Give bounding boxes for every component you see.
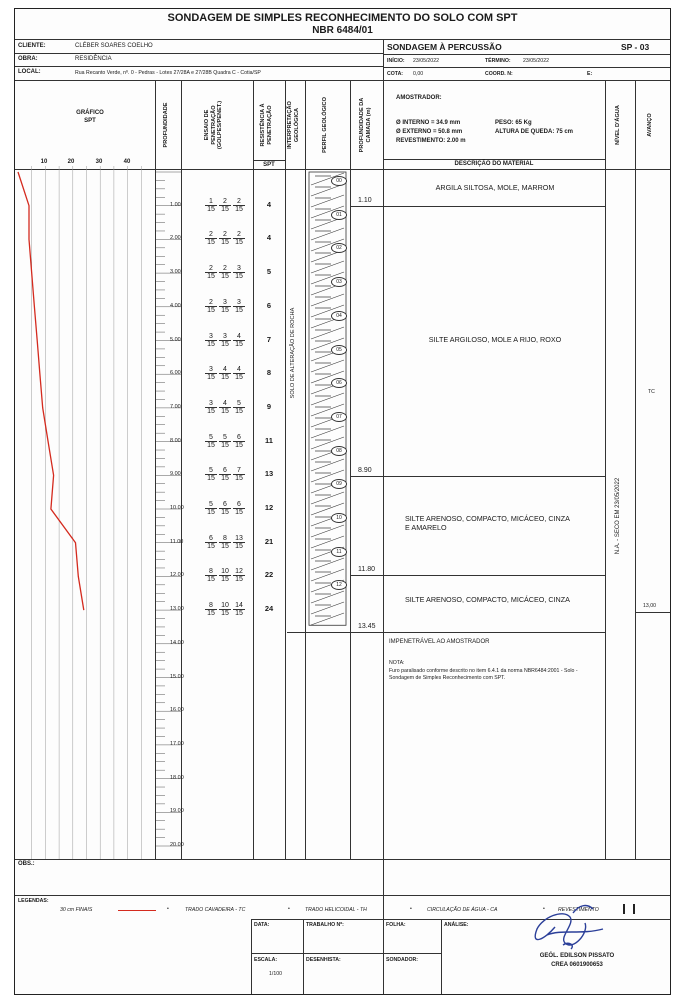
perfil-hatch-diagonal [311,393,344,405]
penetration-count: $\frac{3}{15}$ [205,400,217,415]
sample-badge: 03 [331,277,347,287]
penetration-count: $\frac{5}{15}$ [205,467,217,482]
legend-rev: REVESTIMENTO [558,907,599,913]
perfil-hatch-diagonal [311,360,344,372]
spt-value: 24 [264,604,274,614]
penetration-count: $\frac{13}{15}$ [233,535,245,550]
legend-rev-mark [633,904,635,914]
amostrador-title: AMOSTRADOR: [396,95,442,101]
perfil-hatch-diagonal [311,602,344,614]
depth-label: 20.00 [170,842,184,848]
sondagem-sheet [14,8,671,995]
penetration-count: $\frac{4}{15}$ [219,366,231,381]
engineer-name: GEÓL. EDILSON PISSATO [539,953,615,959]
depth-label: 12.00 [170,572,184,579]
method-label: SONDAGEM À PERCUSSÃO [387,42,502,52]
footer-analise: ANÁLISE: [444,922,469,928]
spt-value: 7 [266,334,272,344]
perfil-hatch-diagonal [311,558,344,570]
penetration-count: $\frac{5}{15}$ [219,434,231,449]
resistencia-sub: SPT [263,162,275,168]
perfil-header: PERFIL GEOLÓGICO [322,97,328,153]
termino-value: 23/05/2022 [523,58,549,64]
legend-dot: • [543,906,545,912]
penetration-count: $\frac{5}{15}$ [233,400,245,415]
sample-badge: 05 [331,345,347,355]
amostrador-externo: Ø EXTERNO = 50.8 mm [396,129,463,135]
penetration-count: $\frac{2}{15}$ [205,265,217,280]
penetration-count: $\frac{3}{15}$ [219,299,231,314]
scale-tick: 30 [95,159,103,165]
perfil-hatch-diagonal [311,459,344,471]
penetration-count: $\frac{10}{15}$ [219,568,231,583]
nota-title: NOTA: [389,660,405,666]
depth-label: 14.00 [170,639,184,646]
local-value: Rua Recanto Verde, nº. 0 - Pedras - Lotes 27/28A e 27/28B Quadra C - Cotia/SP [75,70,261,76]
legend-title: LEGENDAS: [18,898,49,904]
penetration-count: $\frac{8}{15}$ [219,535,231,550]
spt-value: 4 [266,233,272,243]
resistencia-header: RESISTÊNCIA À PENETRAÇÃO [260,103,273,147]
amostrador-peso: PESO: 65 Kg [495,120,532,126]
penetration-count: $\frac{12}{15}$ [233,568,245,583]
penetration-count: $\frac{4}{15}$ [233,333,245,348]
legend-th: TRADO HELICOIDAL - TH [305,907,367,913]
footer-folha: FOLHA: [386,922,406,928]
spt-value: 22 [264,570,274,580]
depth-label: 6.00 [170,370,181,377]
inicio-value: 23/05/2022 [413,58,439,64]
penetration-count: $\frac{4}{15}$ [219,400,231,415]
interpretacao-header: INTERPRETAÇÃO GEOLÓGICA [287,101,300,149]
amostrador-altura: ALTURA DE QUEDA: 75 cm [495,129,574,135]
spt-value: 5 [266,267,272,277]
spt-curve [18,172,84,610]
layer-desc: SILTE ARENOSO, COMPACTO, MICÁCEO, CINZA [405,595,570,604]
impenetravel-text: IMPENETRÁVEL AO AMOSTRADOR [389,639,490,645]
depth-label: 17.00 [170,740,184,747]
scale-tick: 40 [123,159,131,165]
sample-badge: 08 [331,446,347,456]
sample-badge: 06 [331,378,347,388]
depth-label: 13.00 [170,606,184,613]
cota-value: 0,00 [413,71,424,77]
legend-dot: • [167,906,169,912]
perfil-hatch-diagonal [311,426,344,438]
layer-depth: 13.45 [358,623,376,630]
depth-label: 2.00 [170,235,181,242]
sample-badge: 04 [331,311,347,321]
depth-label: 5.00 [170,336,181,343]
nivel-header: NÍVEL D'ÁGUA [615,105,621,145]
penetration-count: $\frac{2}{15}$ [219,198,231,213]
prof-camada-header: PROFUNDIDADE DA CAMADA (m) [359,97,372,153]
footer-escala-label: ESCALA: [254,957,278,963]
sample-badge: 00 [331,176,347,186]
spt-value: 6 [266,300,272,310]
depth-label: 11.00 [170,538,184,545]
depth-label: 18.00 [170,774,184,781]
scale-tick: 20 [67,159,75,165]
signature-mark [515,899,615,959]
depth-label: 19.00 [170,808,184,815]
perfil-hatch-diagonal [311,591,344,603]
depth-label: 4.00 [170,302,181,309]
penetration-count: $\frac{1}{15}$ [205,198,217,213]
depth-label: 8.00 [170,437,181,444]
amostrador-revestimento: REVESTIMENTO: 2.00 m [396,138,466,144]
perfil-hatch-diagonal [311,492,344,504]
perfil-hatch-diagonal [311,613,344,625]
layer-desc: SILTE ARENOSO, COMPACTO, MICÁCEO, CINZA E AMARELO [405,514,570,532]
footer-escala: 1/100 [269,971,282,977]
penetration-count: $\frac{3}{15}$ [233,299,245,314]
depth-label: 16.00 [170,707,184,714]
spt-value: 4 [266,199,272,209]
perfil-hatch-diagonal [311,327,344,339]
legend-rev-mark [623,904,625,914]
penetration-count: $\frac{6}{15}$ [219,501,231,516]
report-title: SONDAGEM DE SIMPLES RECONHECIMENTO DO SOLO COM SPT [167,12,518,24]
legend-dot: • [410,906,412,912]
penetration-count: $\frac{8}{15}$ [205,568,217,583]
penetration-count: $\frac{6}{15}$ [205,535,217,550]
layer-depth: 8.90 [358,467,372,474]
nota-text: Furo paralisado conforme descrito no item 6.4.1 da norma NBR6484:2001 - Solo - Sondagem de Simples Reconhecimento com SPT. [389,668,578,681]
avanco-end: 13,00 [643,603,656,609]
spt-value: 13 [264,469,274,479]
penetration-count: $\frac{2}{15}$ [205,299,217,314]
penetration-count: $\frac{2}{15}$ [233,231,245,246]
penetration-count: $\frac{2}{15}$ [219,231,231,246]
obra-label: OBRA: [18,56,38,62]
footer-trabalho: TRABALHO Nº: [306,922,344,928]
local-label: LOCAL: [18,69,41,75]
obra-value: RESIDÊNCIA [75,56,112,62]
sample-badge: 12 [331,580,347,590]
sample-badge: 02 [331,243,347,253]
depth-label: 1.00 [170,201,181,208]
depth-label: 3.00 [170,269,181,276]
spt-value: 11 [265,435,273,445]
legend-dot: • [288,906,290,912]
nivel-text: N.A. - SECO EM 23/05/2022 [615,477,621,555]
cliente-value: CLÉBER SOARES COELHO [75,43,153,49]
sample-badge: 07 [331,412,347,422]
spt-value: 9 [266,401,272,411]
perfil-hatch-diagonal [311,261,344,273]
depth-label: 7.00 [170,403,181,410]
penetration-count: $\frac{10}{15}$ [219,602,231,617]
descricao-header: DESCRIÇÃO DO MATERIAL [454,161,534,167]
amostrador-interno: Ø INTERNO = 34.9 mm [396,120,461,126]
grafico-header: GRÁFICO [76,110,104,116]
sample-badge: 11 [331,547,347,557]
cliente-label: CLIENTE: [18,43,46,49]
penetration-count: $\frac{3}{15}$ [233,265,245,280]
sp-code: SP - 03 [621,42,650,52]
legend-tc: TRADO CAVADEIRA - TC [185,907,246,913]
penetration-count: $\frac{3}{15}$ [205,333,217,348]
penetration-count: $\frac{2}{15}$ [219,265,231,280]
penetration-count: $\frac{5}{15}$ [205,501,217,516]
penetration-count: $\frac{3}{15}$ [219,333,231,348]
penetration-count: $\frac{2}{15}$ [233,198,245,213]
sample-badge: 09 [331,479,347,489]
legend-ca: CIRCULAÇÃO DE ÁGUA - CA [427,907,498,913]
avanco-tc: TC [648,389,655,395]
perfil-hatch-diagonal [311,228,344,240]
profile-drawing [15,9,670,994]
sample-badge: 01 [331,210,347,220]
footer-sondador: SONDADOR: [386,957,418,963]
coord-e-label: E: [587,71,593,77]
inicio-label: INÍCIO: [387,58,405,64]
depth-label: 10.00 [170,505,184,511]
footer-data: DATA: [254,922,270,928]
ensaio-header: ENSAIO DE PENETRAÇÃO (GOLPES/PENET.) [204,100,223,150]
legend-line-label: 30 cm FINAIS [60,907,93,913]
obs-label: OBS.: [18,861,35,867]
sample-badge: 10 [331,513,347,523]
layer-depth: 11.80 [358,566,375,573]
coord-n-label: COORD. N: [485,71,513,77]
footer-desenhista: DESENHISTA: [306,957,341,963]
perfil-hatch-diagonal [311,525,344,537]
spt-value: 21 [264,536,274,546]
avanco-header: AVANÇO [647,113,653,137]
penetration-count: $\frac{5}{15}$ [205,434,217,449]
penetration-count: $\frac{7}{15}$ [233,467,245,482]
layer-desc: SILTE ARGILOSO, MOLE A RIJO, ROXO [428,335,562,344]
termino-label: TÉRMINO: [485,58,511,64]
report-subtitle: NBR 6484/01 [312,25,373,36]
legend-line-swatch [118,910,156,911]
depth-label: 9.00 [170,471,181,478]
profundidade-header: PROFUNDIDADE [163,102,169,148]
spt-value: 12 [264,503,274,512]
penetration-count: $\frac{6}{15}$ [233,434,245,449]
grafico-sub-header: SPT [84,118,96,124]
penetration-count: $\frac{8}{15}$ [205,602,217,617]
penetration-count: $\frac{14}{15}$ [233,602,245,617]
interpretacao-text: SOLO DE ALTERAÇÃO DE ROCHA [290,307,296,399]
scale-tick: 10 [40,159,48,165]
penetration-count: $\frac{3}{15}$ [205,366,217,381]
layer-depth: 1.10 [358,197,372,204]
layer-desc: ARGILA SILTOSA, MOLE, MARROM [435,183,555,192]
depth-label: 15.00 [170,673,184,680]
penetration-count: $\frac{6}{15}$ [219,467,231,482]
perfil-hatch-diagonal [311,195,344,207]
perfil-hatch-diagonal [311,294,344,306]
cota-label: COTA: [387,71,404,77]
perfil-hatch-diagonal [311,569,344,581]
spt-value: 8 [266,368,272,378]
penetration-count: $\frac{2}{15}$ [205,231,217,246]
penetration-count: $\frac{4}{15}$ [233,366,245,381]
engineer-crea: CREA 0601900653 [551,962,603,968]
penetration-count: $\frac{6}{15}$ [233,501,245,516]
